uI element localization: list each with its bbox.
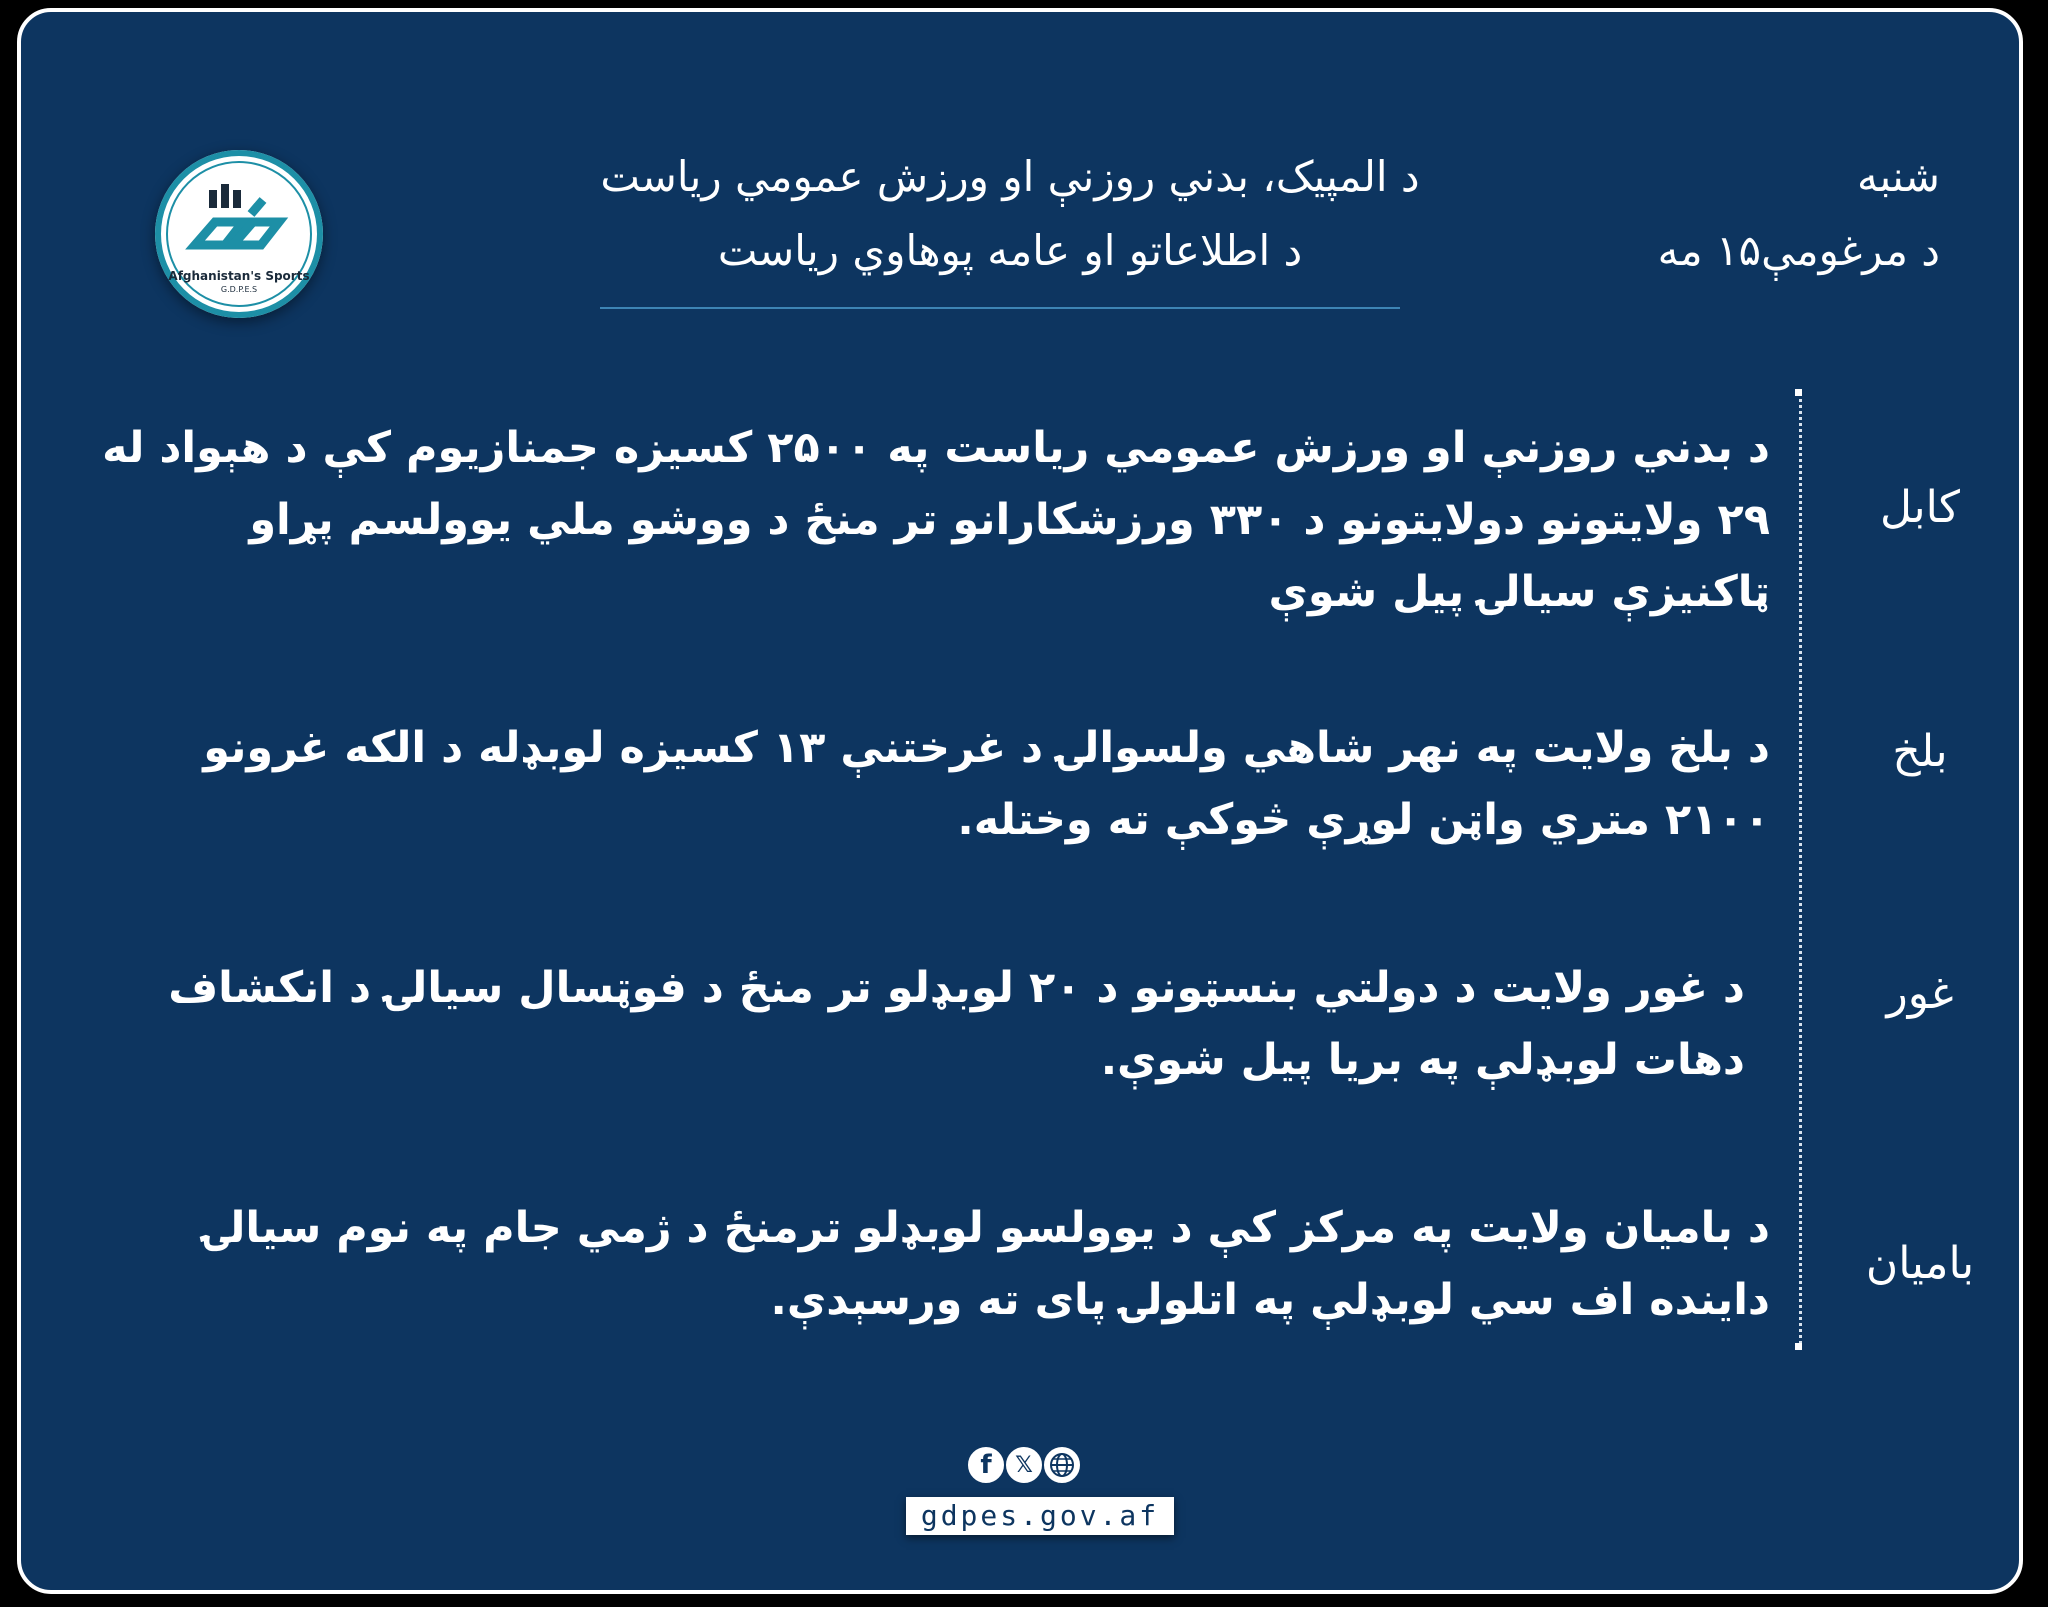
- header-divider: [600, 307, 1400, 309]
- divider-bottom-cap: [1795, 1343, 1802, 1350]
- news-text: د غور ولایت د دولتي بنسټونو د ۲۰ لوبډلو تر منځ د فوټسال سیالۍ د انکشاف دهات لوبډلې په بریا پیل شوې.: [168, 963, 1745, 1085]
- news-text: د بدني روزنې او ورزش عمومي ریاست په ۲۵۰۰ کسیزه جمنازیوم کې د هېواد له ۲۹ ولایتونو دولایتونو د ۳۳۰ ورزشکارانو تر منځ د ووشو ملي یوولسم پړاو ټاکنیزې سیالۍ پیل شوې: [102, 423, 1770, 617]
- header-day: شنبه: [1856, 152, 1940, 201]
- vertical-divider: [1799, 393, 1802, 1350]
- x-icon[interactable]: 𝕏: [1004, 1445, 1044, 1485]
- header-date: د مرغومې۱۵ مه: [1657, 226, 1940, 275]
- province-label: کابل: [1880, 482, 1960, 533]
- province-label: بلخ: [1892, 726, 1948, 777]
- news-text: د بلخ ولایت په نهر شاهي ولسوالۍ د غرختنې ۱۳ کسیزه لوبډله د الکه غرونو ۲۱۰۰ متري واټن لوړې څوکې ته وختله.: [203, 723, 1770, 845]
- province-label: غور: [1886, 968, 1954, 1019]
- header-title: [540, 140, 1480, 288]
- news-text: د بامیان ولایت په مرکز کې د یوولسو لوبډلو ترمنځ د ژمي جام په نوم سیالۍ داینده اف سي لوبډلې په اتلولۍ پای ته ورسېدې.: [204, 1203, 1770, 1325]
- logo-subcaption: G.D.P.E.S: [220, 285, 258, 294]
- globe-icon[interactable]: [1042, 1445, 1082, 1485]
- header-date-block: [1560, 140, 1940, 288]
- facebook-icon[interactable]: f: [966, 1445, 1006, 1485]
- website-link[interactable]: gdpes.gov.af: [906, 1497, 1174, 1535]
- divider-top-cap: [1795, 389, 1802, 396]
- header-title-line2: د اطلاعاتو او عامه پوهاوي ریاست: [717, 226, 1303, 275]
- logo-caption: Afghanistan's Sports: [168, 269, 310, 283]
- province-label: بامیان: [1865, 1238, 1975, 1289]
- header-title-line1: د المپیک، بدني روزنې او ورزش عمومي ریاست: [600, 152, 1420, 201]
- gdpes-logo: [155, 150, 323, 318]
